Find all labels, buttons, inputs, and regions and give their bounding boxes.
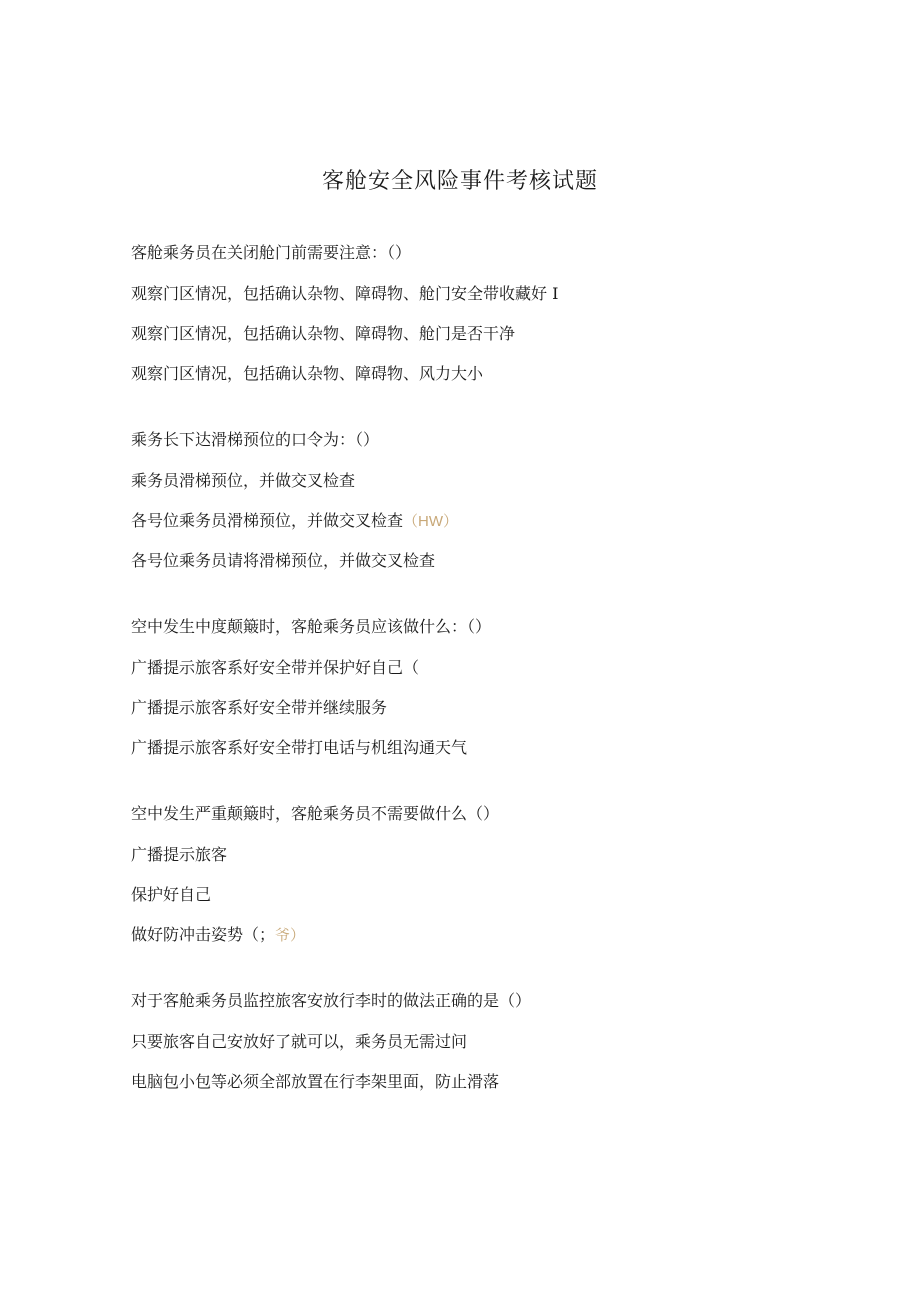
question-text: 空中发生中度颠簸时，客舱乘务员应该做什么：（） <box>131 617 492 636</box>
question-item <box>131 428 831 573</box>
option-text: 乘务员滑梯预位，并做交叉检查 <box>131 471 356 490</box>
answer-option <box>131 883 831 907</box>
option-text: 广播提示旅客系好安全带并保护好自己（ <box>131 658 420 677</box>
answer-option <box>131 322 831 346</box>
answer-option <box>131 696 831 720</box>
option-text: 广播提示旅客系好安全带打电话与机组沟通天气 <box>131 738 468 757</box>
answer-option <box>131 1030 831 1054</box>
option-mark: （HW） <box>403 513 459 530</box>
option-text: 做好防冲击姿势（； <box>131 925 276 944</box>
option-text: 电脑包小包等必须全部放置在行李架里面，防止滑落 <box>131 1072 500 1091</box>
answer-option <box>131 923 831 947</box>
answer-option <box>131 549 831 573</box>
option-text: 广播提示旅客系好安全带并继续服务 <box>131 698 388 717</box>
option-text: 只要旅客自己安放好了就可以，乘务员无需过问 <box>131 1032 468 1051</box>
question-item <box>131 989 831 1094</box>
answer-option <box>131 656 831 680</box>
answer-option <box>131 843 831 867</box>
option-mark: 爷） <box>275 927 306 944</box>
answer-option <box>131 509 831 533</box>
question-item <box>131 241 831 386</box>
question-text: 空中发生严重颠簸时，客舱乘务员不需要做什么（） <box>131 804 500 823</box>
option-text: 保护好自己 <box>131 885 212 904</box>
option-text: 观察门区情况，包括确认杂物、障碍物、舱门安全带收藏好 I <box>131 284 559 303</box>
document-title: 客舱安全风险事件考核试题 <box>321 169 598 194</box>
answer-option <box>131 736 831 760</box>
answer-option <box>131 362 831 386</box>
question-text: 对于客舱乘务员监控旅客安放行李时的做法正确的是（） <box>131 991 532 1010</box>
option-text: 各号位乘务员请将滑梯预位，并做交叉检查 <box>131 551 436 570</box>
answer-option <box>131 1070 831 1094</box>
question-item <box>131 615 831 760</box>
question-list <box>131 241 831 1136</box>
option-text: 观察门区情况，包括确认杂物、障碍物、风力大小 <box>131 364 484 383</box>
option-text: 观察门区情况，包括确认杂物、障碍物、舱门是否干净 <box>131 324 516 343</box>
answer-option <box>131 469 831 493</box>
answer-option <box>131 282 831 306</box>
option-text: 广播提示旅客 <box>131 845 228 864</box>
question-text: 乘务长下达滑梯预位的口令为：（） <box>131 430 380 449</box>
question-text: 客舱乘务员在关闭舱门前需要注意：（） <box>131 243 412 262</box>
question-item <box>131 802 831 947</box>
option-text: 各号位乘务员滑梯预位，并做交叉检查 <box>131 511 404 530</box>
